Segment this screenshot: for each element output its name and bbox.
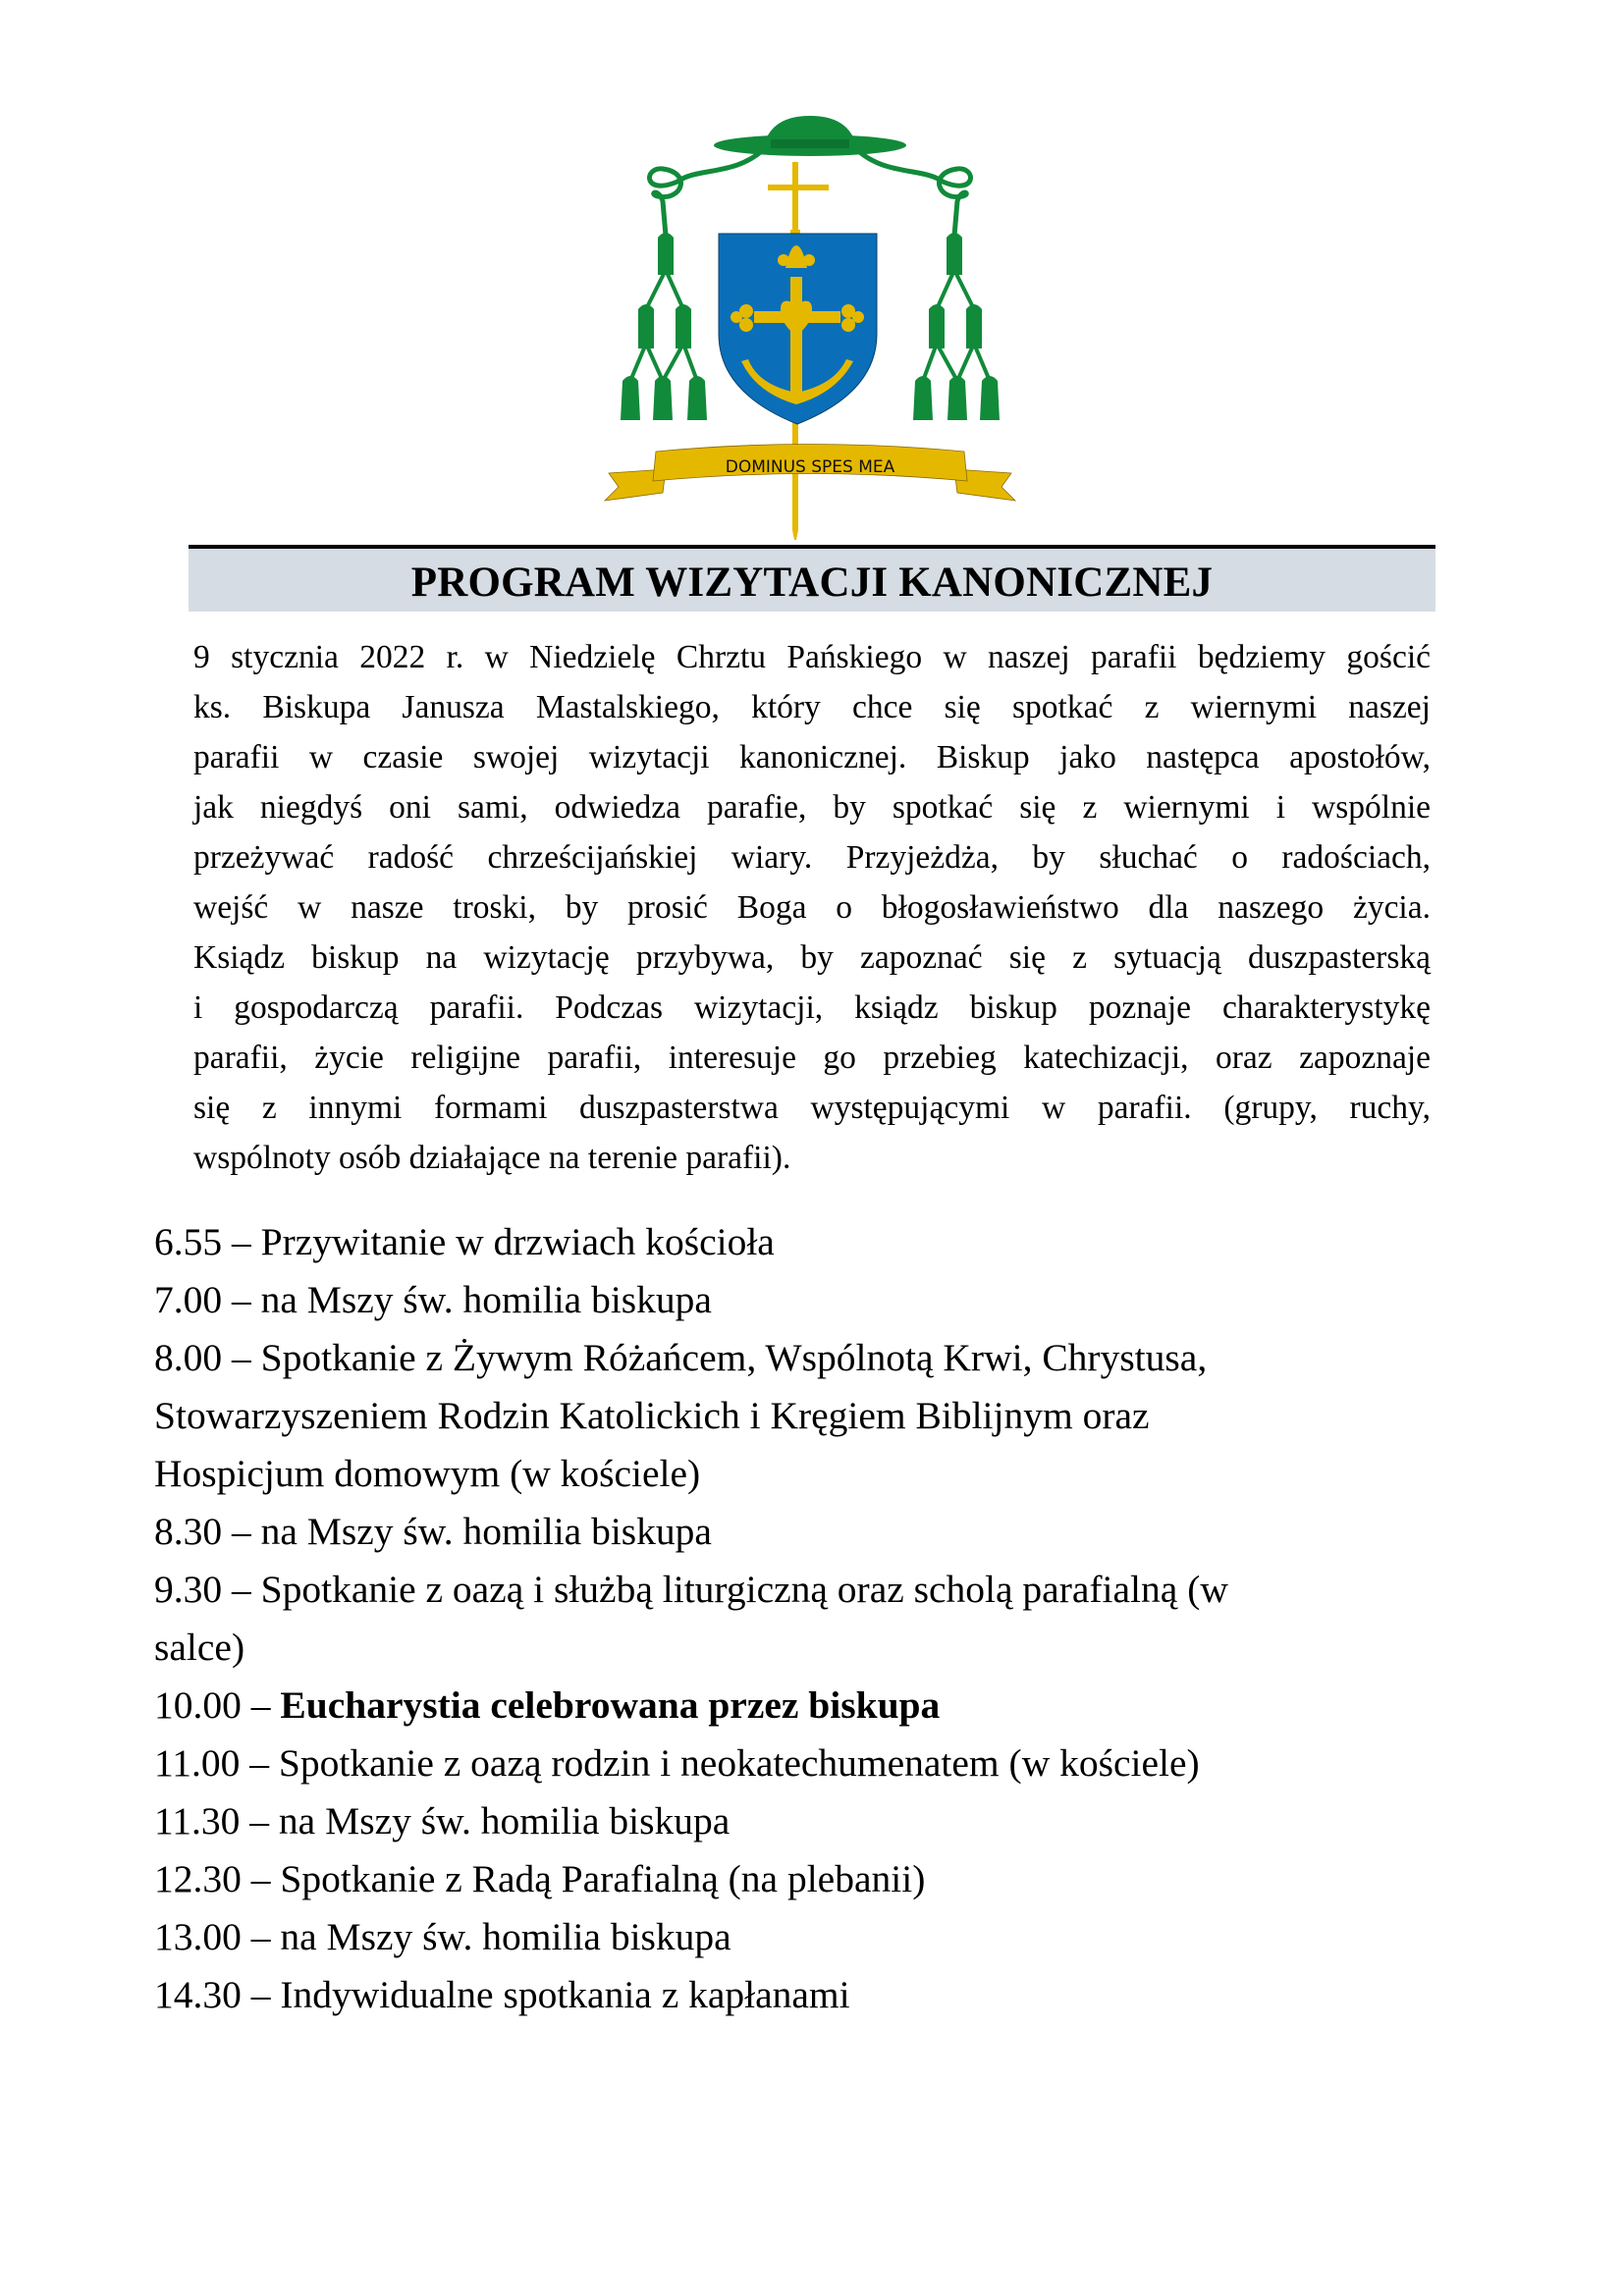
schedule-text: Spotkanie z oazą rodzin i neokatechumenatem (w kościele) [278, 1741, 1200, 1785]
schedule-item [154, 1908, 1431, 1966]
schedule-item-highlight [154, 1677, 1431, 1735]
schedule-text-bold: Eucharystia celebrowana przez biskupa [280, 1683, 941, 1727]
schedule-item [154, 1561, 1431, 1619]
intro-paragraph [193, 632, 1431, 1183]
separator: – [241, 1973, 281, 2016]
separator: – [240, 1741, 279, 1785]
schedule-time: 12.30 [154, 1857, 242, 1900]
schedule-text: na Mszy św. homilia biskupa [260, 1278, 712, 1321]
schedule-time: 8.30 [154, 1510, 223, 1553]
schedule-time: 13.00 [154, 1915, 242, 1958]
schedule-item [154, 1329, 1431, 1387]
schedule-time: 11.00 [154, 1741, 241, 1785]
motto-text: DOMINUS SPES MEA [725, 457, 895, 477]
page-title: PROGRAM WIZYTACJI KANONICZNEJ [410, 559, 1214, 606]
separator: – [222, 1568, 261, 1611]
schedule-item [154, 1735, 1431, 1792]
schedule-time: 10.00 [154, 1683, 242, 1727]
separator: – [241, 1915, 281, 1958]
schedule-text: Indywidualne spotkania z kapłanami [280, 1973, 850, 2016]
intro-line: przeżywać radość chrześcijańskiej wiary. Przyjeżdża, by słuchać o radościach, [193, 839, 1431, 876]
bishop-coat-of-arms-icon [589, 108, 1031, 540]
schedule-text: na Mszy św. homilia biskupa [278, 1799, 731, 1842]
coat-of-arms [589, 108, 1031, 540]
intro-line: ks. Biskupa Janusza Mastalskiego, który chce się spotkać z wiernymi naszej [193, 689, 1431, 725]
schedule-text: Stowarzyszeniem Rodzin Katolickich i Kręgiem Biblijnym oraz [154, 1394, 1150, 1437]
schedule-text: Spotkanie z Żywym Różańcem, Wspólnotą Krwi, Chrystusa, [260, 1336, 1208, 1379]
intro-line: wejść w nasze troski, by prosić Boga o błogosławieństwo dla naszego życia. [193, 889, 1431, 926]
separator: – [222, 1278, 261, 1321]
schedule-time: 7.00 [154, 1278, 223, 1321]
intro-line: się z innymi formami duszpasterstwa występującymi w parafii. (grupy, ruchy, [193, 1090, 1431, 1126]
schedule-item [154, 1966, 1431, 2024]
schedule-item-continuation [154, 1445, 1431, 1503]
schedule-text: Spotkanie z Radą Parafialną (na plebanii) [280, 1857, 926, 1900]
schedule-text: salce) [154, 1626, 245, 1669]
schedule-list [154, 1213, 1431, 2024]
separator: – [241, 1857, 281, 1900]
schedule-text: Spotkanie z oazą i służbą liturgiczną oraz scholą parafialną (w [260, 1568, 1228, 1611]
schedule-text: Przywitanie w drzwiach kościoła [260, 1220, 775, 1263]
schedule-time: 14.30 [154, 1973, 242, 2016]
intro-line: 9 stycznia 2022 r. w Niedzielę Chrztu Pańskiego w naszej parafii będziemy gościć [193, 639, 1431, 675]
title-banner [189, 545, 1435, 612]
separator: – [222, 1336, 261, 1379]
schedule-time: 9.30 [154, 1568, 223, 1611]
separator: – [222, 1510, 261, 1553]
schedule-item [154, 1213, 1431, 1271]
intro-line: parafii w czasie swojej wizytacji kanonicznej. Biskup jako następca apostołów, [193, 739, 1431, 775]
intro-line: wspólnoty osób działające na terenie parafii). [193, 1140, 791, 1176]
schedule-time: 11.30 [154, 1799, 241, 1842]
schedule-text: Hospicjum domowym (w kościele) [154, 1452, 701, 1495]
schedule-text: na Mszy św. homilia biskupa [280, 1915, 731, 1958]
separator: – [222, 1220, 261, 1263]
schedule-item [154, 1792, 1431, 1850]
intro-line: parafii, życie religijne parafii, interesuje go przebieg katechizacji, oraz zapoznaje [193, 1040, 1431, 1076]
intro-line: Ksiądz biskup na wizytację przybywa, by zapoznać się z sytuacją duszpasterską [193, 939, 1431, 976]
schedule-text: na Mszy św. homilia biskupa [260, 1510, 712, 1553]
schedule-item [154, 1271, 1431, 1329]
schedule-time: 8.00 [154, 1336, 223, 1379]
separator: – [241, 1683, 281, 1727]
intro-line: jak niegdyś oni sami, odwiedza parafie, by spotkać się z wiernymi i wspólnie [193, 789, 1431, 826]
schedule-item [154, 1503, 1431, 1561]
schedule-item-continuation [154, 1387, 1431, 1445]
intro-line: i gospodarczą parafii. Podczas wizytacji, ksiądz biskup poznaje charakterystykę [193, 989, 1431, 1026]
schedule-item [154, 1850, 1431, 1908]
schedule-time: 6.55 [154, 1220, 223, 1263]
separator: – [240, 1799, 279, 1842]
schedule-item-continuation [154, 1619, 1431, 1677]
